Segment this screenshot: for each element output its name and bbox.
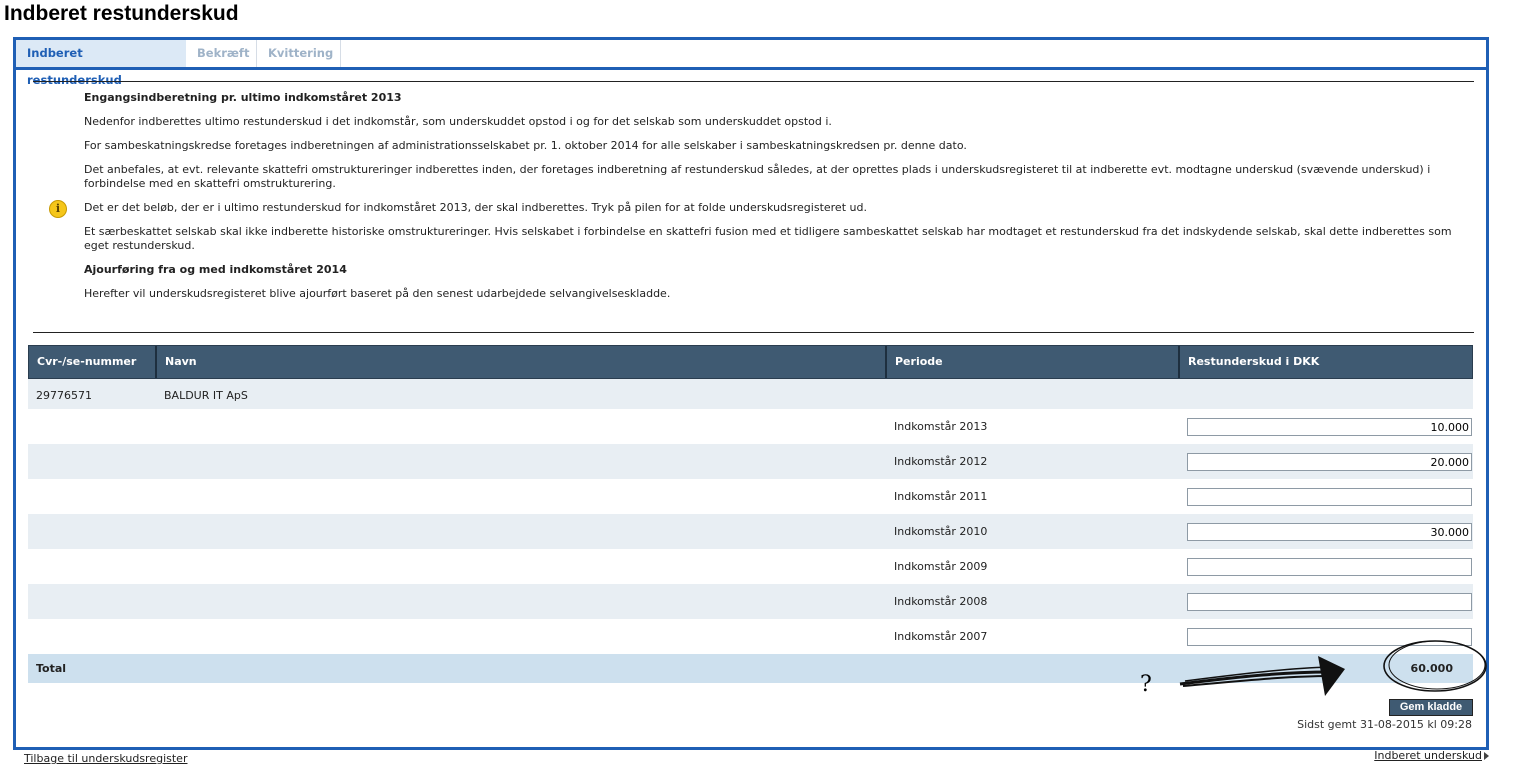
page-title: Indberet restunderskud bbox=[4, 2, 239, 25]
restunderskud-input-2009[interactable] bbox=[1187, 558, 1472, 576]
info-heading: Ajourføring fra og med indkomståret 2014 bbox=[84, 263, 347, 276]
tab-bar bbox=[16, 40, 1486, 87]
column-header-restunderskud: Restunderskud i DKK bbox=[1188, 355, 1320, 368]
info-paragraph: For sambeskatningskredse foretages indberetningen af administrationsselskabet pr. 1. oktober 2014 for alle selskaber i sambeskatningskredsen pr. denne dato. bbox=[84, 139, 967, 152]
info-box bbox=[33, 81, 1474, 333]
periode-label: Indkomstår 2010 bbox=[894, 525, 988, 538]
info-text bbox=[84, 91, 1454, 311]
restunderskud-input-2010[interactable] bbox=[1187, 523, 1472, 541]
column-header-periode: Periode bbox=[895, 355, 943, 368]
periode-label: Indkomstår 2013 bbox=[894, 420, 988, 433]
column-header-navn: Navn bbox=[165, 355, 197, 368]
info-paragraph: Herefter vil underskudsregisteret blive ajourført baseret på den senest udarbejdede selvangivelseskladde. bbox=[84, 287, 671, 300]
handdrawn-annotation bbox=[1135, 636, 1490, 700]
info-heading: Engangsindberetning pr. ultimo indkomståret 2013 bbox=[84, 91, 402, 104]
table-row bbox=[28, 549, 1473, 584]
column-header-cvr: Cvr-/se-nummer bbox=[37, 355, 137, 368]
save-draft-button[interactable]: Gem kladde bbox=[1389, 699, 1473, 716]
periode-label: Indkomstår 2012 bbox=[894, 455, 988, 468]
periode-label: Indkomstår 2009 bbox=[894, 560, 988, 573]
next-link[interactable]: Indberet underskud bbox=[1374, 749, 1482, 762]
restunderskud-input-2008[interactable] bbox=[1187, 593, 1472, 611]
info-icon: i bbox=[49, 200, 67, 218]
periode-label: Indkomstår 2011 bbox=[894, 490, 988, 503]
tab-bekraeft[interactable]: Bekræft bbox=[186, 40, 257, 67]
info-paragraph: Det anbefales, at evt. relevante skattefri omstruktureringer indberettes inden, der foretages indberetning af restunderskud således, at der oprettes plads i underskudsregisteret til at indberette evt. modtagne underskud (svævende underskud) i forbindelse med en skattefri omstrukturering. bbox=[84, 163, 1431, 190]
last-saved-text: Sidst gemt 31-08-2015 kl 09:28 bbox=[1297, 718, 1472, 731]
table-row bbox=[28, 479, 1473, 514]
restunderskud-table bbox=[28, 345, 1473, 683]
periode-label: Indkomstår 2007 bbox=[894, 630, 988, 643]
table-row bbox=[28, 409, 1473, 444]
table-row bbox=[28, 444, 1473, 479]
cvr-number: 29776571 bbox=[36, 389, 92, 402]
info-paragraph: Et særbeskattet selskab skal ikke indberette historiske omstruktureringer. Hvis selskabet i forbindelse en skattefri fusion med et tidligere sambeskattet selskab har modtaget et restunderskud fra det indskydende selskab, skal dette indberettes som eget restunderskud. bbox=[84, 225, 1452, 252]
periode-label: Indkomstår 2008 bbox=[894, 595, 988, 608]
table-row bbox=[28, 514, 1473, 549]
table-row-company bbox=[28, 379, 1473, 409]
back-link[interactable]: Tilbage til underskudsregister bbox=[24, 752, 188, 765]
table-row bbox=[28, 584, 1473, 619]
restunderskud-input-2012[interactable] bbox=[1187, 453, 1472, 471]
arrow-right-icon bbox=[1484, 752, 1489, 760]
annotation-question-mark: ? bbox=[1140, 672, 1152, 697]
company-name: BALDUR IT ApS bbox=[164, 389, 248, 402]
restunderskud-input-2011[interactable] bbox=[1187, 488, 1472, 506]
info-paragraph: Nedenfor indberettes ultimo restunderskud i det indkomstår, som underskuddet opstod i og for det selskab som underskuddet opstod i. bbox=[84, 115, 832, 128]
total-value: 60.000 bbox=[1410, 662, 1453, 675]
tab-indberet-restunderskud[interactable]: Indberet restunderskud bbox=[16, 40, 187, 67]
table-header bbox=[28, 345, 1473, 379]
info-paragraph: Det er det beløb, der er i ultimo restunderskud for indkomståret 2013, der skal indberettes. Tryk på pilen for at folde underskudsregisteret ud. bbox=[84, 201, 867, 214]
restunderskud-input-2013[interactable] bbox=[1187, 418, 1472, 436]
tab-kvittering[interactable]: Kvittering bbox=[257, 40, 341, 67]
total-label: Total bbox=[36, 662, 67, 675]
